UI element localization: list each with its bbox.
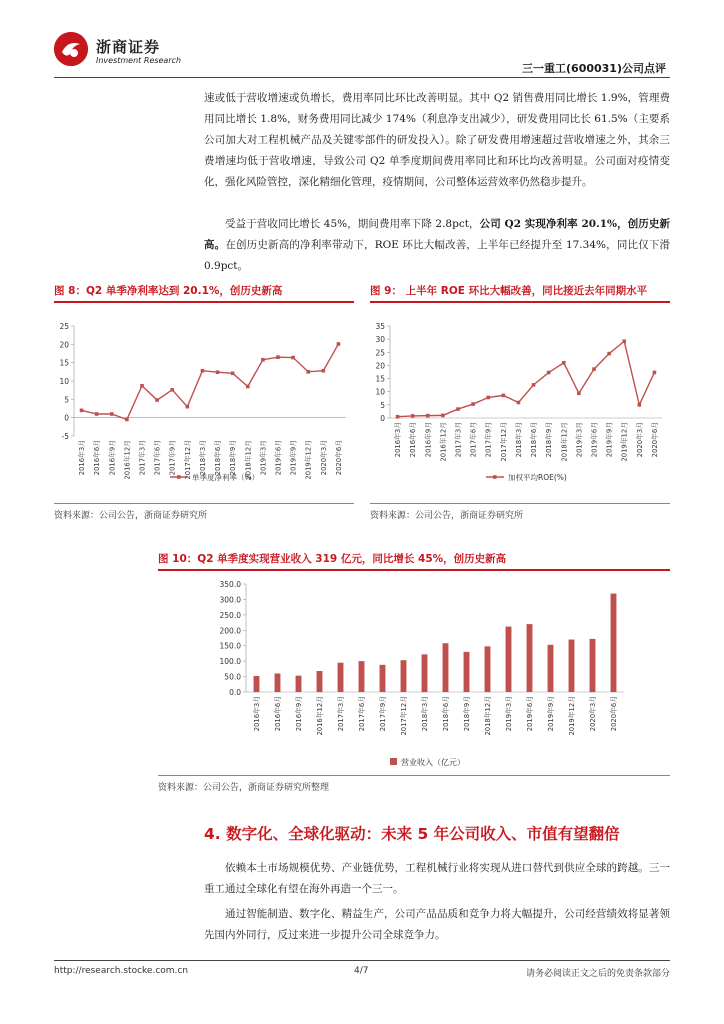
report-title: 三一重工(600031)公司点评 <box>522 62 666 75</box>
page-number: 4/7 <box>354 966 369 976</box>
legend-swatch <box>390 758 397 765</box>
data-point <box>396 415 400 419</box>
data-point <box>186 405 190 409</box>
fig10-chart <box>158 574 670 774</box>
fig8-title: 图 8：Q2 单季净利率达到 20.1%，创历史新高 <box>54 285 283 297</box>
data-point <box>291 356 295 360</box>
x-tick-label: 2019年12月 <box>304 440 313 480</box>
y-tick-label: 300.0 <box>219 595 241 605</box>
fig9-bottom-rule <box>370 503 670 504</box>
x-tick-label: 2018年3月 <box>514 422 523 458</box>
y-tick-label: 25 <box>59 322 69 331</box>
x-tick-label: 2017年12月 <box>183 440 192 480</box>
fig8-chart <box>54 310 354 500</box>
y-tick-label: 350.0 <box>219 580 241 589</box>
data-point <box>638 403 642 407</box>
body-paragraph-1 <box>204 88 670 193</box>
x-tick-label: 2018年12月 <box>244 440 253 480</box>
x-tick-label: 2018年3月 <box>421 696 429 732</box>
legend-marker <box>177 475 181 479</box>
data-point <box>246 385 250 389</box>
legend-label: 加权平均ROE(%) <box>508 473 567 482</box>
x-tick-label: 2018年9月 <box>545 422 554 458</box>
data-bar <box>569 640 575 692</box>
legend-label: 单季度净利率（%） <box>192 473 260 482</box>
x-tick-label: 2017年9月 <box>379 696 387 732</box>
data-point <box>110 412 114 416</box>
y-tick-label: 50.0 <box>224 672 241 682</box>
body-paragraph-2 <box>204 214 670 277</box>
data-point <box>140 384 144 388</box>
fig10-source: 资料来源：公司公告，浙商证券研究所整理 <box>158 783 330 793</box>
data-point <box>562 361 566 365</box>
x-tick-label: 2017年12月 <box>400 696 408 736</box>
data-bar <box>527 624 533 692</box>
y-tick-label: 5 <box>380 400 385 410</box>
y-tick-label: 100.0 <box>219 657 241 667</box>
fig8-bottom-rule <box>54 503 354 504</box>
legend-label: 营业收入（亿元） <box>401 758 465 767</box>
x-tick-label: 2017年6月 <box>153 440 162 476</box>
data-point <box>622 339 626 343</box>
data-bar <box>254 676 260 692</box>
data-bar <box>443 643 449 692</box>
data-bar <box>296 676 302 692</box>
y-tick-label: 0.0 <box>229 688 241 697</box>
x-tick-label: 2020年6月 <box>650 422 659 458</box>
data-point <box>471 402 475 406</box>
x-tick-label: 2016年3月 <box>253 696 261 732</box>
y-tick-label: 20 <box>59 340 69 350</box>
y-tick-label: 30 <box>375 335 385 345</box>
body-para2-post: 在创历史新高的净利率带动下，ROE 环比大幅改善，上半年已经提升至 17.34%，同比仅下滑 0.9pct。 <box>204 239 671 272</box>
data-point <box>261 358 265 362</box>
legend-marker <box>493 475 497 479</box>
x-tick-label: 2016年6月 <box>93 440 102 476</box>
series-line <box>398 341 655 416</box>
x-tick-label: 2019年9月 <box>289 440 298 476</box>
body-para1-text: 速或低于营收增速或负增长，费用率同比环比改善明显。其中 Q2 销售费用同比增长 1.9%，管理费用同比增长 1.8%，财务费用同比减少 174%（利息净支出减少），研发费用同比长 61.5%（主要系公司加大对工程机械产品及关键零部件的研发投入）。除了研发费用增速超过营收增速之外，其余三费增速均低于营收增速，导致公司 Q2 单季度期间费用率同比和环比均改善明显。公司面对疫情变化，强化风险管控，深化精细化管理，疫情期间，公司整体运营效率仍然稳步提升。 <box>204 92 670 188</box>
x-tick-label: 2019年6月 <box>590 422 599 458</box>
x-tick-label: 2020年3月 <box>635 422 644 458</box>
section-para1-text: 依赖本土市场规模优势、产业链优势，工程机械行业将实现从进口替代到供应全球的跨越。三一重工通过全球化有望在海外再造一个三一。 <box>204 862 670 895</box>
data-point <box>532 383 536 387</box>
x-tick-label: 2019年12月 <box>568 696 576 736</box>
data-point <box>653 371 657 375</box>
footer-disclaimer: 请务必阅读正文之后的免责条款部分 <box>525 969 670 979</box>
data-bar <box>506 627 512 692</box>
y-tick-label: 35 <box>375 322 385 331</box>
data-bar <box>464 652 470 692</box>
x-tick-label: 2019年9月 <box>605 422 614 458</box>
y-tick-label: -5 <box>61 432 69 441</box>
data-point <box>306 370 310 374</box>
x-tick-label: 2016年6月 <box>274 696 282 732</box>
body-para2-pre: 受益于营收同比增长 45%，期间费用率下降 2.8pct， <box>225 218 480 230</box>
data-bar <box>548 645 554 692</box>
data-bar <box>485 646 491 692</box>
fig8-top-rule <box>54 301 354 303</box>
data-point <box>170 388 174 392</box>
data-point <box>231 372 235 376</box>
x-tick-label: 2016年6月 <box>409 422 418 458</box>
y-tick-label: 150.0 <box>219 641 241 651</box>
x-tick-label: 2019年6月 <box>526 696 534 732</box>
data-bar <box>611 594 617 692</box>
fig9-top-rule <box>370 301 670 303</box>
y-tick-label: 250.0 <box>219 610 241 620</box>
data-point <box>426 414 430 418</box>
x-tick-label: 2019年9月 <box>547 696 555 732</box>
data-point <box>155 398 159 402</box>
data-point <box>411 414 415 418</box>
section-paragraph-2 <box>204 904 670 946</box>
data-bar <box>401 660 407 692</box>
fig10-top-rule <box>158 569 670 571</box>
y-tick-label: 10 <box>375 387 385 397</box>
data-point <box>95 412 99 416</box>
x-tick-label: 2016年9月 <box>424 422 433 458</box>
x-tick-label: 2016年9月 <box>108 440 117 476</box>
x-tick-label: 2018年6月 <box>442 696 450 732</box>
y-tick-label: 20 <box>375 361 385 371</box>
x-tick-label: 2020年3月 <box>589 696 597 732</box>
data-point <box>125 418 129 422</box>
x-tick-label: 2017年3月 <box>138 440 147 476</box>
x-tick-label: 2016年12月 <box>316 696 324 736</box>
x-tick-label: 2018年6月 <box>530 422 539 458</box>
x-tick-label: 2018年12月 <box>560 422 569 462</box>
data-point <box>547 371 551 375</box>
x-tick-label: 2018年9月 <box>229 440 238 476</box>
y-tick-label: 15 <box>59 358 69 368</box>
data-point <box>80 409 84 413</box>
x-tick-label: 2018年12月 <box>484 696 492 736</box>
x-tick-label: 2017年3月 <box>337 696 345 732</box>
fig8-source: 资料来源：公司公告，浙商证券研究所 <box>54 511 208 521</box>
fig10-bottom-rule <box>158 775 670 776</box>
fig9-title: 图 9： 上半年 ROE 环比大幅改善，同比接近去年同期水平 <box>370 285 648 297</box>
data-point <box>502 394 506 398</box>
x-tick-label: 2017年3月 <box>454 422 463 458</box>
x-tick-label: 2016年9月 <box>295 696 303 732</box>
x-tick-label: 2018年6月 <box>214 440 223 476</box>
data-bar <box>275 673 281 692</box>
y-tick-label: 25 <box>375 348 385 358</box>
data-point <box>201 369 205 373</box>
data-point <box>337 342 341 346</box>
header-rule <box>54 77 670 78</box>
x-tick-label: 2019年12月 <box>620 422 629 462</box>
y-tick-label: 5 <box>64 395 69 405</box>
footer-rule <box>54 960 670 961</box>
data-point <box>607 352 611 356</box>
data-bar <box>359 661 365 692</box>
data-point <box>486 396 490 400</box>
y-tick-label: 0 <box>380 414 385 423</box>
section-heading: 4. 数字化、全球化驱动：未来 5 年公司收入、市值有望翻倍 <box>204 825 620 843</box>
x-tick-label: 2019年3月 <box>259 440 268 476</box>
y-tick-label: 200.0 <box>219 626 241 636</box>
x-tick-label: 2020年3月 <box>319 440 328 476</box>
data-bar <box>317 671 323 692</box>
data-bar <box>422 654 428 692</box>
data-bar <box>590 639 596 692</box>
x-tick-label: 2019年3月 <box>505 696 513 732</box>
x-tick-label: 2017年6月 <box>358 696 366 732</box>
y-tick-label: 0 <box>64 413 69 423</box>
fig10-title: 图 10：Q2 单季度实现营业收入 319 亿元，同比增长 45%，创历史新高 <box>158 553 507 565</box>
data-point <box>276 355 280 359</box>
logo-name: 浙商证券 <box>96 38 161 56</box>
logo-icon <box>54 32 88 66</box>
x-tick-label: 2016年12月 <box>123 440 132 480</box>
x-tick-label: 2016年3月 <box>394 422 403 458</box>
data-point <box>517 401 521 405</box>
x-tick-label: 2017年9月 <box>168 440 177 476</box>
series-line <box>82 344 339 420</box>
data-point <box>577 391 581 395</box>
x-tick-label: 2016年3月 <box>78 440 87 476</box>
x-tick-label: 2017年9月 <box>484 422 493 458</box>
x-tick-label: 2020年6月 <box>610 696 618 732</box>
fig9-chart <box>370 310 670 500</box>
x-tick-label: 2019年3月 <box>575 422 584 458</box>
data-point <box>456 407 460 411</box>
section-paragraph-1 <box>204 858 670 900</box>
data-point <box>441 414 445 418</box>
x-tick-label: 2019年6月 <box>274 440 283 476</box>
fig9-source: 资料来源：公司公告，浙商证券研究所 <box>370 511 524 521</box>
section-para2-text: 通过智能制造、数字化、精益生产，公司产品品质和竞争力将大幅提升，公司经营绩效将显著领先国内外同行，反过来进一步提升公司全球竞争力。 <box>204 908 670 941</box>
data-bar <box>338 663 344 692</box>
data-point <box>216 370 220 374</box>
x-tick-label: 2018年3月 <box>198 440 207 476</box>
data-point <box>592 367 596 371</box>
x-tick-label: 2017年12月 <box>499 422 508 462</box>
logo-subtitle: Investment Research <box>96 56 182 65</box>
y-tick-label: 10 <box>59 377 69 386</box>
body-para2-bold: 公司 Q2 实现净利率 20.1%，创历史新高。 <box>204 218 670 251</box>
data-point <box>322 369 326 373</box>
x-tick-label: 2016年12月 <box>439 422 448 462</box>
x-tick-label: 2017年6月 <box>469 422 478 458</box>
data-bar <box>380 665 386 692</box>
y-tick-label: 15 <box>375 374 385 384</box>
x-tick-label: 2020年6月 <box>334 440 343 476</box>
footer-url[interactable]: http://research.stocke.com.cn <box>54 966 189 976</box>
x-tick-label: 2018年9月 <box>463 696 471 732</box>
